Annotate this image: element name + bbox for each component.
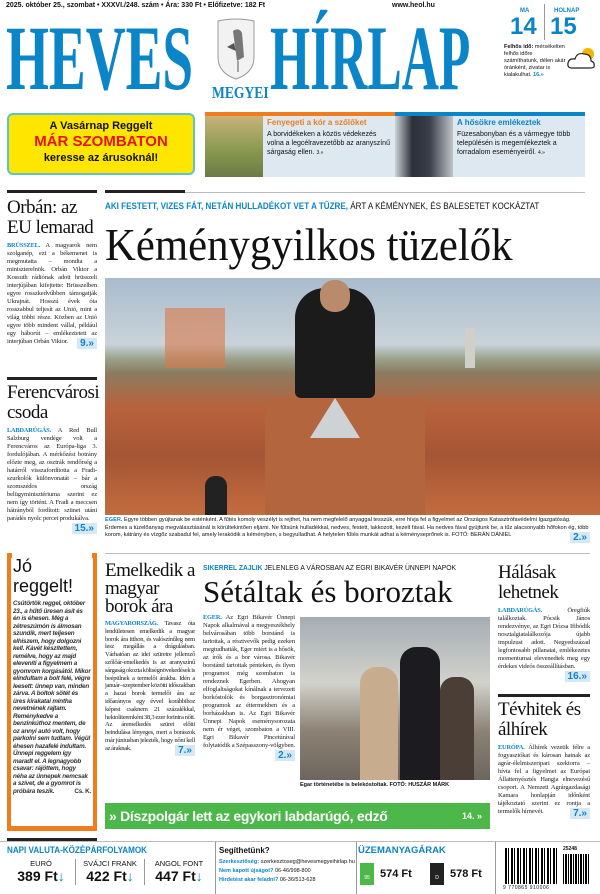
promo-line2: MÁR SZOMBATON: [34, 133, 168, 150]
main-kicker-highlight: AKI FESTETT, VIZES FÁT, NETÁN HULLADÉKOT VET A TŰZRE,: [105, 201, 349, 212]
story-kicker: BRÜSSZEL.: [7, 242, 41, 249]
page-ref[interactable]: 15.»: [72, 523, 97, 534]
help-row: [219, 876, 355, 885]
story-body: [105, 620, 196, 756]
banner-text: » Díszpolgár lett az egykori labdarúgó, edző: [109, 808, 388, 824]
section-divider: [495, 842, 496, 894]
main-photo: [105, 278, 600, 515]
help-label: Nem kapott újságot?: [219, 868, 274, 874]
currency-rate: [145, 868, 213, 885]
column-body: [13, 600, 91, 795]
column-box: [7, 553, 97, 831]
church-tower-shape: [465, 328, 475, 368]
phone-subscription[interactable]: 06-46/998-800: [274, 868, 311, 874]
barcode-number: 9 770865 910006: [503, 885, 550, 891]
main-kicker-text: ÁRT A KÉMÉNYNEK, ÉS BALESETET KOCKÁZTAT: [350, 201, 540, 212]
column-text: Csütörtök reggel, október 23., a hűtő üresen ásít és én is éhesen. Még a zétreszúmón is álmosan szundik, mert teljesen elhiszem, hogy dolgozni kell. Kávét készítettem, remélve, hogy az majd eleveníti a figyelmem a gyomrom korgásától. Mikor elindultam a bolt felé, végre leesett: ünnep van, minden zárva. A boltok sötét és üres kirakatai mintha nevetnének rajtam. Reménykedve a benzinkúthoz mentem, de oz annyi autó volt, hogy parkolni sem tudtam. Végül éhesen hazafelé indultam. Ünnepi reggelem így maradt el. A legnagyobb csavar: rájöttem, hogy néha az ünnepek nemcsak a szívet, de a gyomrot is próbára teszik.: [13, 600, 91, 795]
currency-title: NAPI VALUTA-KÖZÉPÁRFOLYAMOK: [7, 845, 147, 856]
phone-ads[interactable]: 06-36/513-628: [279, 877, 316, 883]
story-title: Ferencvárosi csoda: [7, 382, 100, 423]
teaser-title: Fenyegeti a kór a szőlőket: [267, 118, 367, 127]
fuel-box: [358, 845, 494, 893]
cloudy-sun-icon: [566, 46, 596, 72]
ceremony-photo: [395, 116, 453, 177]
festival-body: [203, 614, 295, 761]
promo-line1: A Vasárnap Reggelt: [49, 120, 153, 132]
section-divider: [356, 842, 357, 894]
barcode-bars: [505, 848, 557, 884]
banner-ref: 14. »: [461, 811, 482, 821]
festival-kicker: [203, 563, 456, 573]
masthead-subtitle: MEGYEI: [212, 83, 269, 102]
banner-link[interactable]: [105, 803, 490, 829]
page-ref[interactable]: 9.»: [77, 338, 97, 349]
person-figure: [400, 647, 440, 780]
fuel-95-price: 574 Ft: [380, 868, 412, 880]
story-body: [498, 744, 590, 819]
weather-ref[interactable]: 16.»: [533, 72, 544, 78]
dateline: 2025. október 25., szombat • XXXVI./248. szám • Ára: 330 Ft • Előfizetve: 182 Ft: [6, 2, 266, 9]
currency-eur: [7, 859, 75, 885]
story-text: A Red Bull Salzburg vendége volt a Ferencváros az Európa-liga 3. fordulójában. A mérkőzést botrány előzte meg, az osztrák rendőrség a határról visszafordította a Fradi-szurkolók különvonatát – bár a szomszédos ország belügyminisztériuma szerint ez nem így történt. A Fradi a meccsen hátrányból fordított: szünet utáni parádés nyolc percet produkálva.: [7, 427, 97, 522]
promo-line3: keresse az árusoknál!: [43, 152, 159, 164]
weather-forecast: [504, 44, 566, 79]
story-kicker: LABDARÚGÁS.: [7, 427, 52, 434]
fuel-title: ÜZEMANYAGÁRAK: [358, 845, 446, 856]
story-halasak[interactable]: [498, 563, 590, 682]
section-divider: [0, 841, 600, 842]
story-kicker: EGER.: [203, 614, 222, 621]
page-ref[interactable]: 16.»: [565, 671, 590, 682]
caption-kicker: EGER.: [105, 517, 123, 523]
story-title: Emelkedik a magyar borok ára: [105, 560, 195, 617]
page-ref[interactable]: 7.»: [175, 745, 195, 756]
fuel-pump-diesel-icon: D: [430, 863, 444, 885]
help-label: Szerkesztőség:: [219, 859, 260, 865]
column-content: [12, 553, 92, 821]
person-figure: [360, 667, 398, 780]
teaser-2[interactable]: [395, 112, 585, 177]
currency-box: [7, 845, 213, 885]
masthead-right: HÍRLAP: [270, 7, 471, 109]
rooftop-shape: [165, 308, 225, 368]
help-row: [219, 858, 355, 867]
tomorrow-temp: 15: [550, 13, 577, 40]
arrow-down-icon: ↓: [57, 868, 65, 884]
story-body: [7, 242, 97, 349]
story-text: Az Egri Bikavér Ünnepi Napok alkalmával a megyeszékhely belvárosában több borstánd is tartottak, a résztvevők pedig ezeken megtudhatták, Eger miért is a hősök, az írók és a bor városa. Bikavér borstánd tartottak pénteken, és ilyen programot még szombaton is rendeznek Egerben. Ahogyan elfoglaltságokat kínálnak a tervezett borkóstolók és borgasztronómiai programok az éttermekben és a borházakban is. Az Egri Bikavér Ünnepi Napok eseménysorozata nem ér véget, szombaton a VIII. Egri Bikavér Pincetúrával folytatódik a Szépasszony-völgyben.: [203, 614, 295, 749]
barcode: [503, 846, 591, 892]
teaser-ref: 3.»: [316, 150, 324, 156]
story-kicker: MAGYARORSZÁG.: [105, 620, 158, 627]
chimney-sweep-head: [320, 280, 350, 312]
story-text: Öregfiúk találkoztak. Pócsik János rendezvénye, az Egri Dózsa Ifibódik nosztalgiatalálkozója újabb impulzust adott. Negyedszázad legfontosabb pillanatai, emlékezetes momentumai elevenedtek meg egy érdekes videós összeállításban.: [498, 607, 590, 670]
promo-box[interactable]: [7, 113, 195, 175]
arrow-down-icon: ↓: [195, 868, 203, 884]
help-box: [219, 846, 355, 885]
festival-kicker-text: JELENLEG A VÁROSBAN AZ EGRI BIKAVÉR ÜNNEPI NAPOK: [264, 563, 456, 572]
currency-value: 389 Ft: [17, 868, 58, 884]
section-divider: [7, 377, 97, 380]
festival-caption: Egar történetébe is belekóstoltak. FOTÓ: HUSZÁR MÁRK: [300, 782, 450, 788]
today-temp: 14: [510, 13, 537, 40]
website[interactable]: www.heol.hu: [392, 2, 435, 9]
currency-chf: [75, 859, 144, 885]
main-headline[interactable]: Kéménygyilkos tüzelők: [105, 219, 513, 270]
page-ref[interactable]: 7.»: [570, 808, 590, 819]
section-divider: [7, 190, 97, 193]
crest-logo-icon: [214, 17, 258, 81]
weather-title: Felhős idő:: [504, 44, 534, 50]
section-divider: [105, 190, 185, 193]
weather-divider: [544, 4, 545, 40]
story-text: Tavasz óta lendületesen emelkedik a magyar borok ára itthon, és valószínűleg nem lesz megállás a drágulásban. Várhatóan az idei szüretre jellemző szőlőár-emelkedés is az aranyszínű sárgaság okozta költségnövekedések is beépülnek a termelői árakba. Idén a január–szeptember közötti időszakban a hazai borok termelői ára az időarányos egy évvel korábbihoz képest csaknem 21 százalékkal, hektoliterenként 38,3 ezer forintra nőtt. Az áremelkedés szüret előtti beindulása lényeges, mert a borászok már júniusban jelezték, hogy nőni kell az áraknak.: [105, 620, 196, 752]
section-divider: [185, 192, 585, 193]
help-label: Hirdetést akar feladni?: [219, 877, 279, 883]
currency-gbp: [144, 859, 213, 885]
story-kicker: EURÓPA.: [498, 744, 525, 751]
page-ref[interactable]: 2.»: [275, 750, 295, 761]
story-wine[interactable]: [105, 562, 195, 756]
today-label: MA: [520, 8, 530, 14]
story-kicker: LABDARÚGÁS.: [498, 607, 543, 614]
teaser-body: [457, 130, 583, 158]
currency-name: SVÁJCI FRANK: [83, 859, 137, 868]
teaser-1[interactable]: [205, 112, 395, 177]
story-title: Hálásak lehetnek: [498, 562, 559, 603]
column-title: Jó reggelt!: [13, 556, 74, 596]
column-author: Cs. K.: [74, 787, 91, 795]
caption-text: Egyre többen gyújtanak be esténként. A fűtés komoly veszélyt is rejthet, ha nem megfelelő anyaggal tesszük, erre hívja fel a figyelmet az Országos Katasztrófavédelmi Igazgatóság. Érdemes a tüzelőanyag megválasztásánál is körültekintően eljárni. Ne fűtsünk hulladékkal, nedves, festett, lakkozott, kezelt fával. Ha nedves fával gyújtunk be, a tűz alacsonyabb hőfokon ég, több korom, kátrány és vízgőz szabadul fel, amely lerakódik a kéményben, s begyulladhat. A helytelen fűtés munkát adhat a kéményseprőnek is. FOTÓ: BERÁN DÁNIEL: [105, 517, 589, 538]
teaser-text: Füzesabonyban és a vármegye több településén is megemlékeztek a forradalom eseményeiről.: [457, 131, 571, 156]
festival-photo: [300, 617, 490, 780]
help-title: Segíthetünk?: [219, 846, 270, 855]
person-figure: [440, 677, 474, 780]
masthead-left: HEVES: [6, 7, 194, 109]
vineyard-photo: [205, 116, 263, 177]
teaser-title: A hősökre emlékeztek: [457, 118, 541, 127]
currency-value: 422 Ft: [86, 868, 127, 884]
chimney-pipe-shape: [205, 476, 227, 515]
currency-rate: [76, 868, 144, 885]
main-caption: [105, 517, 590, 543]
festival-kicker-highlight: SIKERREL ZAJLIK: [203, 563, 263, 572]
story-orban[interactable]: [7, 198, 97, 349]
story-body: [7, 427, 97, 534]
barcode-addon-bars: [563, 854, 589, 884]
festival-headline[interactable]: Sétáltak és boroztak: [203, 574, 453, 609]
currency-rate: [7, 868, 75, 885]
section-divider: [215, 842, 216, 894]
teaser-body: [267, 130, 393, 158]
story-title: Orbán: az EU lemarad: [7, 197, 94, 238]
fuel-diesel-price: 578 Ft: [450, 868, 482, 880]
currency-list: [7, 859, 213, 885]
currency-name: ANGOL FONT: [154, 859, 204, 868]
arrow-down-icon: ↓: [126, 868, 134, 884]
help-row: [219, 867, 355, 876]
story-ferencvaros[interactable]: [7, 382, 100, 534]
currency-name: EURÓ: [30, 859, 52, 868]
story-title: Tévhitek és álhírek: [498, 699, 581, 740]
story-body: [498, 607, 590, 682]
teaser-text: A borvidékeken a közös védekezés volna a legcélravezetőbb az aranyszínű sárgaság ellen.: [267, 131, 390, 156]
email-link[interactable]: szerkesztoseg@hevesmegyeihirlap.hu: [260, 859, 355, 865]
story-text: A magyarok nem szolganép, ezt a békemenet is megmutatta – mondta a miniszterelnök. Orbán Viktor a Kossuth rádiónak adott brüsszeli interjújában kifejtette: Brüsszelben egyre rosszkedvűbben támogatják Ukrajnát. Hosszú évek óta rosszabbul teljesít az Unió, mint a világ többi része. Közben az Unió egyre több mindent vállal, például egy háborút – emlékeztetett az interjúban Orbán Viktor.: [7, 242, 97, 345]
fuel-pump-95-icon: 95: [360, 863, 374, 885]
story-text: Álhírek vezetik félre a fogyasztókat és károsan hatnak az agrár-élelmiszeripari szektorra – hívta fel a figyelmet az Európai Állattenyésztés Hangja elnevezésű csoport. A Nemzeti Agrárgazdasági Kamara honlapján időnként tájékoztató szerint ez rontja a termelők hírnevét.: [498, 744, 590, 815]
teaser-ref: 4.»: [537, 150, 545, 156]
main-kicker: [105, 201, 539, 213]
section-divider: [105, 553, 590, 554]
tomorrow-label: HOLNAP: [554, 8, 580, 14]
story-tevhitek[interactable]: [498, 700, 590, 819]
barcode-issue: 25248: [563, 846, 577, 852]
weather-text: mérsékelten felhős időre számíthatunk, délen akár óránként, zivatar is kialakulhat.: [504, 44, 566, 78]
section-divider: [498, 694, 590, 697]
currency-value: 447 Ft: [155, 868, 196, 884]
page-ref[interactable]: 2.»: [570, 532, 590, 543]
